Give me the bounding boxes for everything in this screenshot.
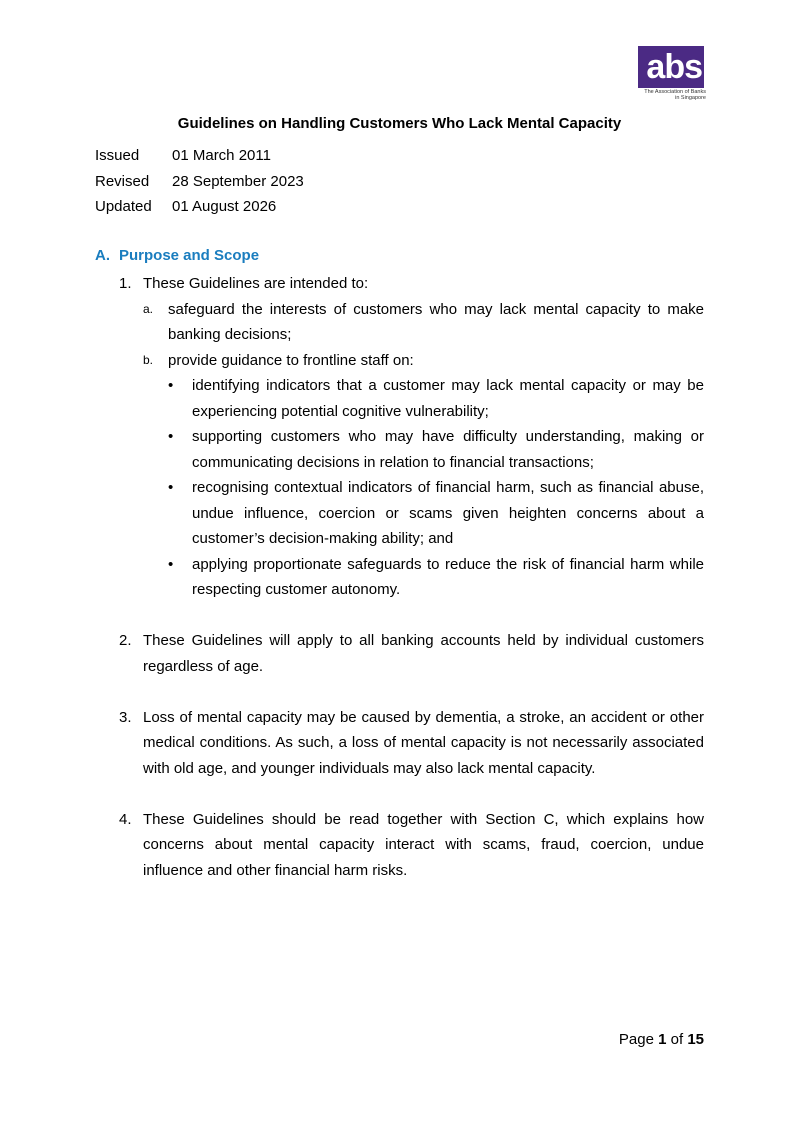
updated-label: Updated <box>95 198 152 215</box>
page-footer <box>500 1030 704 1050</box>
item-text: These Guidelines should be read together with Section C, which explains how concerns about mental capacity interact with scams, fraud, coercion, undue influence and other financial harm risks. <box>143 810 704 879</box>
bullet-text: supporting customers who may have difficulty understanding, making or communicating decisions in relation to financial transactions; <box>192 428 704 471</box>
sub-item-b <box>95 348 704 374</box>
item-text: These Guidelines are intended to: <box>143 275 369 292</box>
section-heading <box>95 246 259 266</box>
sub-item-a <box>95 297 704 348</box>
updated-row <box>95 197 495 223</box>
bullet-icon: • <box>168 428 174 445</box>
bullet-text: identifying indicators that a customer may lack mental capacity or may be experiencing potential cognitive vulnerability; <box>192 377 704 420</box>
issued-label: Issued <box>95 147 140 164</box>
updated-value: 01 August 2026 <box>172 198 277 215</box>
numbered-item-1 <box>95 271 704 297</box>
item-number: 4. <box>119 810 132 828</box>
section-letter: A. <box>95 247 110 264</box>
document-body <box>95 271 704 883</box>
logo-wordmark: abs <box>646 48 702 86</box>
issued-value: 01 March 2011 <box>172 147 271 164</box>
revised-label: Revised <box>95 172 150 190</box>
bullet-icon: • <box>168 377 174 394</box>
bullet-item-4 <box>95 552 704 603</box>
revised-row <box>95 172 495 198</box>
document-dates <box>95 146 495 223</box>
bullet-item-1 <box>95 373 704 424</box>
item-number: 3. <box>119 708 132 726</box>
sub-item-marker: b. <box>143 352 154 367</box>
logo-subtitle-line1: The Association of Banks <box>644 89 706 95</box>
item-number: 1. <box>119 275 132 292</box>
abs-logo <box>636 46 706 104</box>
item-text: These Guidelines will apply to all banking accounts held by individual customers regardless of age. <box>143 632 704 675</box>
bullet-text: applying proportionate safeguards to reduce the risk of financial harm while respecting customer autonomy. <box>192 555 704 598</box>
bullet-item-2 <box>95 424 704 475</box>
page-of: of <box>670 1031 684 1048</box>
item-text: Loss of mental capacity may be caused by dementia, a stroke, an accident or other medical conditions. As such, a loss of mental capacity is not necessarily associated with old age, and younger individuals may also lack mental capacity. <box>143 708 704 777</box>
bullet-text: recognising contextual indicators of financial harm, such as financial abuse, undue influence, coercion or scams given heighten concerns about a customer’s decision-making ability; and <box>192 479 704 547</box>
sub-item-text: safeguard the interests of customers who may lack mental capacity to make banking decisions; <box>168 300 704 343</box>
bullet-item-3 <box>95 475 704 552</box>
revised-value: 28 September 2023 <box>172 172 304 190</box>
issued-row <box>95 146 495 172</box>
bullet-icon: • <box>168 479 174 496</box>
bullet-icon: • <box>168 555 174 573</box>
numbered-item-3 <box>95 705 704 782</box>
numbered-item-2 <box>95 628 704 679</box>
sub-item-marker: a. <box>143 301 154 316</box>
numbered-item-4 <box>95 807 704 884</box>
sub-item-text: provide guidance to frontline staff on: <box>168 351 414 369</box>
document-title: Guidelines on Handling Customers Who Lack Mental Capacity <box>177 115 622 132</box>
section-title: Purpose and Scope <box>119 247 260 264</box>
page-total: 15 <box>687 1031 704 1048</box>
logo-subtitle-line2: in Singapore <box>675 95 706 101</box>
page-prefix: Page <box>618 1031 654 1048</box>
item-number: 2. <box>119 632 132 649</box>
page-number: 1 <box>658 1031 667 1048</box>
logo-subtitle <box>636 89 706 101</box>
